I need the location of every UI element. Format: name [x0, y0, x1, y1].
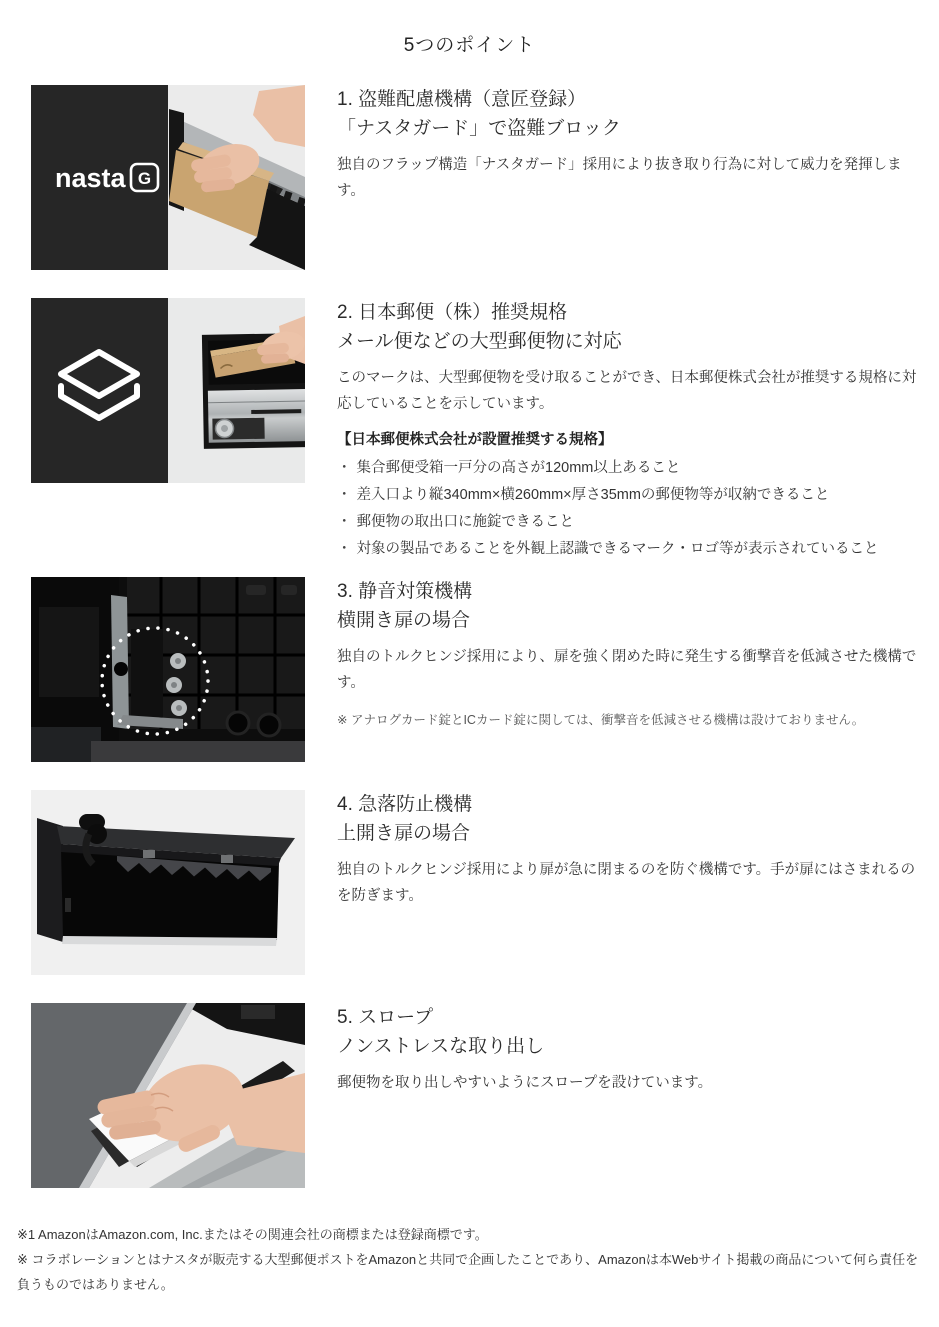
- section-drop-prevention: [31, 790, 939, 975]
- bullet-glyph: ・: [337, 487, 352, 503]
- footnote-amazon-trademark: ※1 AmazonはAmazon.com, Inc.またはその関連会社の商標または登録商標です。: [17, 1227, 488, 1242]
- section5-heading: [337, 1003, 929, 1061]
- spec-item-text: 郵便物の取出口に施錠できること: [356, 514, 574, 530]
- section1-heading-line1: 1. 盗難配慮機構（意匠登録）: [337, 89, 587, 110]
- top-opening-door-photo: [31, 790, 305, 975]
- spec-item-text: 差入口より縦340mm×横260mm×厚さ35mmの郵便物等が収納できること: [356, 487, 830, 503]
- spec-list: [337, 455, 929, 563]
- section1-text: [337, 85, 929, 270]
- section4-text: [337, 790, 929, 975]
- section1-body: 独自のフラップ構造「ナスタガード」採用により抜き取り行為に対して威力を発揮します。: [337, 157, 902, 199]
- section2-body: このマークは、大型郵便物を受け取ることができ、日本郵便株式会社が推奨する規格に対応していることを示しています。: [337, 370, 917, 412]
- section3-heading: [337, 577, 929, 635]
- bullet-glyph: ・: [337, 460, 352, 476]
- section2-heading: [337, 298, 929, 356]
- spec-item-text: 対象の製品であることを外観上認識できるマーク・ロゴ等が表示されていること: [356, 541, 879, 557]
- section5-body: 郵便物を取り出しやすいようにスロープを設けています。: [337, 1075, 713, 1091]
- large-mail-mark-photo: [31, 298, 305, 483]
- section-japan-post-standard: [31, 298, 939, 563]
- section-theft-prevention: [31, 85, 939, 270]
- page-title: 5つのポイント: [403, 35, 536, 56]
- section3-heading-line1: 3. 静音対策機構: [337, 581, 473, 602]
- nasta-guard-photo: [31, 85, 305, 270]
- section3-body: 独自のトルクヒンジ採用により、扉を強く閉めた時に発生する衝撃音を低減させた機構です。: [337, 649, 917, 691]
- spec-item-text: 集合郵便受箱一戸分の高さが120mm以上あること: [356, 460, 681, 476]
- bullet-glyph: ・: [337, 541, 352, 557]
- section4-image: [31, 790, 305, 975]
- section1-heading-line2: 「ナスタガード」で盗難ブロック: [337, 118, 621, 139]
- section4-heading-line1: 4. 急落防止機構: [337, 794, 473, 815]
- section-quiet-mechanism: [31, 577, 939, 762]
- section4-heading-line2: 上開き扉の場合: [337, 823, 471, 844]
- section2-text: [337, 298, 929, 563]
- section1-image: [31, 85, 305, 270]
- nasta-g-badge-letter: G: [137, 169, 152, 188]
- spec-title: 【日本郵便株式会社が設置推奨する規格】: [337, 432, 613, 448]
- section3-image: [31, 577, 305, 762]
- section4-body: 独自のトルクヒンジ採用により扉が急に閉まるのを防ぐ機構です。手が扉にはさまれるのを防ぎます。: [337, 862, 916, 904]
- section5-image: [31, 1003, 305, 1188]
- footnotes: [17, 1222, 922, 1327]
- spec-item: [337, 509, 929, 536]
- section5-heading-line1: 5. スロープ: [337, 1007, 434, 1028]
- section2-heading-line2: メール便などの大型郵便物に対応: [337, 331, 622, 352]
- spec-item: [337, 536, 929, 563]
- section2-heading-line1: 2. 日本郵便（株）推奨規格: [337, 302, 568, 323]
- section3-text: [337, 577, 929, 762]
- section5-text: [337, 1003, 929, 1188]
- footnote-collaboration: ※ コラボレーションとはナスタが販売する大型郵便ポストをAmazonと共同で企画したことであり、Amazonは本Webサイト掲載の商品について何ら責任を負うものではありません。: [17, 1252, 919, 1292]
- spec-item: [337, 455, 929, 482]
- section3-heading-line2: 横開き扉の場合: [337, 610, 471, 631]
- section1-heading: [337, 85, 929, 143]
- section5-heading-line2: ノンストレスな取り出し: [337, 1036, 545, 1057]
- nasta-logo-text: nasta: [55, 163, 126, 193]
- bullet-glyph: ・: [337, 514, 352, 530]
- section3-note: ※ アナログカード錠とICカード錠に関しては、衝撃音を低減させる機構は設けておりません。: [337, 713, 865, 727]
- torque-hinge-photo: [31, 577, 305, 762]
- spec-item: [337, 482, 929, 509]
- section-slope: [31, 1003, 939, 1188]
- section2-image: [31, 298, 305, 563]
- section4-heading: [337, 790, 929, 848]
- slope-removal-photo: [31, 1003, 305, 1188]
